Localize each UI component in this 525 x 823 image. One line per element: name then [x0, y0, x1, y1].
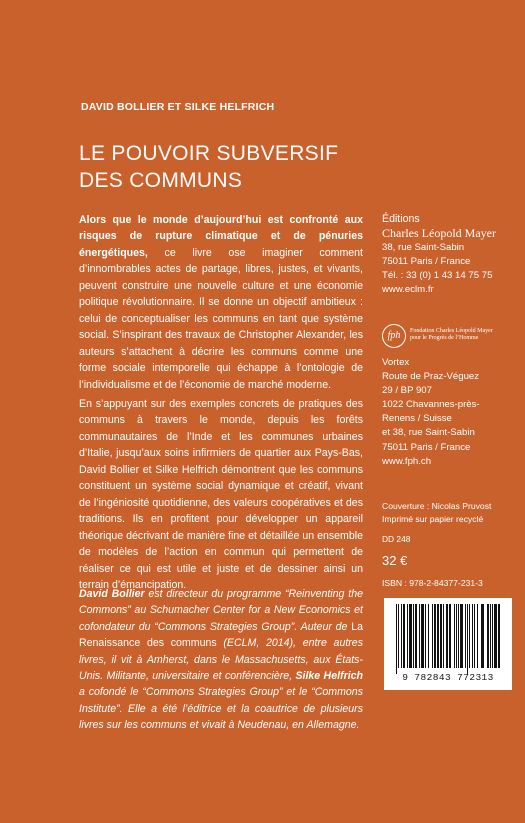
- blurb-lead: Alors que le monde d’aujourd’hui est confronté aux risques de rupture climatique et de pénuries énergétiques,: [79, 214, 363, 259]
- barcode-bar: [409, 604, 412, 668]
- bio-part-2: (ECLM, 2014), entre autres livres, il vit à Amherst, dans le Massachusetts, aux États-Unis. Militante, universitaire et conférencière,: [79, 637, 363, 683]
- barcode-bars: [384, 598, 512, 674]
- barcode-bar: [396, 604, 397, 674]
- vortex-line-6: et 38, rue Saint-Sabin: [382, 427, 475, 439]
- barcode-bar: [403, 604, 405, 668]
- blurb: [79, 212, 363, 593]
- foundation-name: [410, 328, 517, 342]
- barcode-bar: [449, 604, 451, 668]
- barcode-bar: [492, 604, 493, 668]
- distributor-block: [382, 356, 512, 469]
- barcode-bar: [415, 604, 417, 668]
- barcode: [384, 598, 512, 690]
- vortex-line-1: Vortex: [382, 357, 410, 368]
- vortex-line-5: Renens / Suisse: [382, 413, 452, 425]
- barcode-bar: [454, 604, 455, 668]
- foundation-line-1: Fondation Charles Léopold Mayer: [410, 328, 493, 334]
- paper-credit: Imprimé sur papier recyclé: [382, 513, 484, 524]
- barcode-bar: [494, 604, 497, 668]
- bio-part-3: a cofondé le “Commons Strategies Group” et le “Commons Institute”. Elle a été l’éditrice et la coautrice de plusieurs livres sur les communs et vivait à Neudenau, en Allemagne.: [79, 686, 363, 732]
- barcode-bar: [421, 604, 424, 668]
- bio-part-1: est directeur du programme “Reinventing the Commons” au Schumacher Center for a New Economics et cofondateur du “Commons Strategies Group”. Auteur de: [79, 588, 363, 633]
- bio-name-2: Silke Helfrich: [295, 670, 363, 683]
- barcode-bar: [469, 604, 470, 668]
- barcode-bar: [419, 604, 420, 668]
- foundation-line-2: pour le Progrès de l’Homme: [410, 335, 479, 341]
- vortex-line-3: 29 / BP 907: [382, 385, 432, 397]
- publisher-web: www.eclm.fr: [382, 284, 434, 296]
- authors-line: DAVID BOLLIER ET SILKE HELFRICH: [81, 101, 275, 113]
- barcode-bar: [498, 604, 500, 668]
- barcode-bar: [467, 604, 468, 674]
- publisher-address-2: 75011 Paris / France: [382, 256, 471, 268]
- author-bio: [79, 586, 363, 734]
- isbn: ISBN : 978-2-84377-231-3: [382, 578, 483, 588]
- barcode-bar: [437, 604, 439, 668]
- publisher-label: Éditions: [382, 213, 420, 225]
- barcode-bar: [456, 604, 457, 668]
- blurb-paragraph-1-rest: ce livre ose imaginer comment d’innombrables actes de partage, libres, justes, et vivants, peuvent construire une nouvelle culture et une économie politique révolutionnaire. Il se donne un objectif ambitieux : celui de conceptualiser les communs en tant que système social. S’inspirant des travaux de Christopher Alexander, les auteurs s’attachent à décrire les communs comme une forme sociale intemporelle qui échappe à l’ontologie de l’individualisme et de l’économie de marché moderne.: [79, 246, 363, 391]
- vortex-line-8: www.fph.ch: [382, 455, 432, 467]
- barcode-bar: [487, 604, 489, 668]
- barcode-bar: [481, 604, 484, 668]
- fph-logo-icon: fph: [382, 324, 406, 348]
- vortex-line-7: 75011 Paris / France: [382, 441, 471, 453]
- barcode-bar: [398, 604, 399, 668]
- blurb-paragraph-2: En s’appuyant sur des exemples concrets de pratiques des communs à travers le monde, depuis les forêts communautaires de l’Inde et les communes urbaines d’Italie, jusqu’aux soins infirmiers de quartier aux Pays-Bas, David Bollier et Silke Helfrich démontrent que les communs constituent un système social dynamique et créatif, vivant de l’ingéniosité quotidienne, des valeurs coopératives et des traditions. Ils en profitent pour développer un appareil théorique décrivant de manière fine et détaillée un ensemble de modèles de l’action en commun qui permettent de réaliser ce qui est utile et juste et de dessiner ainsi un terrain d’émancipation.: [79, 397, 363, 591]
- barcode-digits: 9 782843 772313: [402, 672, 494, 683]
- catalog-code: DD 248: [382, 534, 411, 544]
- barcode-bar: [490, 604, 491, 668]
- barcode-bar: [460, 604, 463, 668]
- barcode-bar: [440, 604, 442, 668]
- barcode-bar: [428, 604, 429, 668]
- bio-book-title: La Renaissance des communs: [79, 620, 363, 650]
- publisher-phone: Tél. : 33 (0) 1 43 14 75 75: [382, 270, 493, 282]
- barcode-bar: [432, 604, 433, 668]
- publisher-address-1: 38, rue Saint-Sabin: [382, 242, 465, 254]
- barcode-bar: [407, 604, 408, 668]
- publisher-name: Charles Léopold Mayer: [382, 226, 496, 241]
- book-title: [79, 140, 439, 194]
- barcode-bar: [434, 604, 436, 668]
- bio-name-1: David Bollier: [79, 588, 145, 600]
- barcode-bar: [443, 604, 444, 668]
- barcode-bar: [474, 604, 475, 668]
- barcode-bar: [401, 604, 402, 668]
- cover-credit: Couverture : Nicolas Pruvost: [382, 501, 492, 511]
- foundation-logo: [382, 324, 517, 350]
- price: 32 €: [382, 553, 408, 568]
- barcode-bar: [465, 604, 466, 668]
- title-line-1: LE POUVOIR SUBVERSIF: [79, 142, 339, 165]
- barcode-bar: [425, 604, 426, 668]
- barcode-bar: [446, 604, 448, 668]
- blurb-paragraph-1: [79, 212, 363, 393]
- publisher-block: [382, 212, 512, 297]
- vortex-line-2: Route de Praz-Véguez: [382, 371, 480, 383]
- barcode-bar: [477, 604, 478, 668]
- barcode-bar: [458, 604, 459, 668]
- vortex-line-4: 1022 Chavannes-près-: [382, 399, 480, 411]
- credits-block: [382, 500, 517, 525]
- barcode-bar: [413, 604, 414, 668]
- barcode-bar: [472, 604, 473, 668]
- title-line-2: DES COMMUNS: [79, 169, 243, 192]
